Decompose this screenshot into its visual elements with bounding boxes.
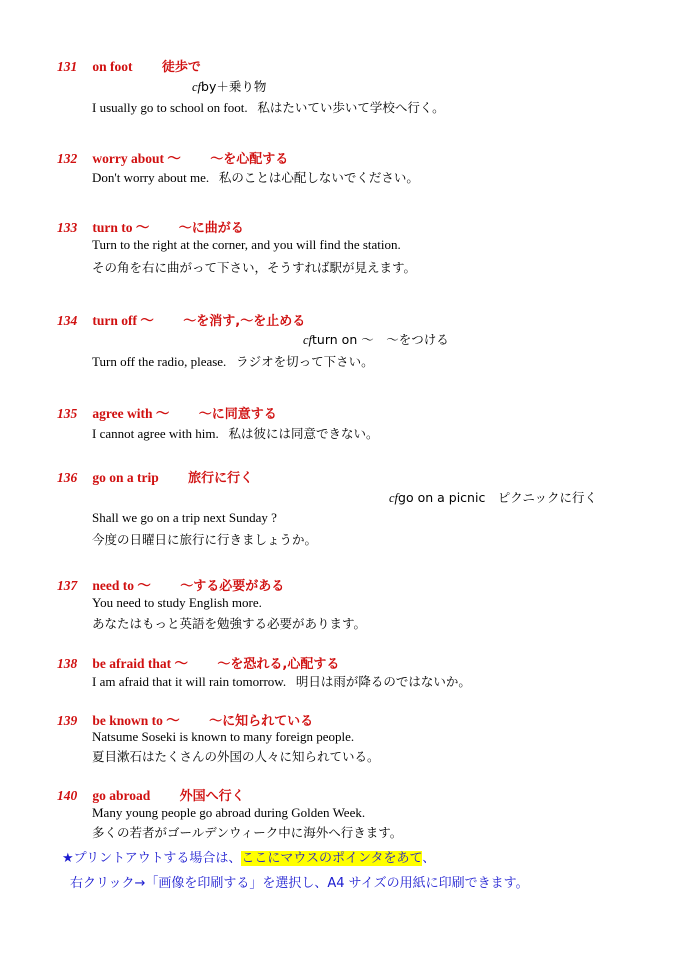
entry-number: 133: [57, 220, 78, 235]
entry-136-cf: [389, 488, 597, 506]
entry-number: 140: [57, 788, 78, 803]
example-jp: 私はたいてい歩いて学校へ行く。: [257, 100, 445, 115]
cf-text: go on a picnic ピクニックに行く: [398, 490, 598, 505]
entry-meaning: 外国へ行く: [179, 789, 245, 804]
entry-135-example: [92, 424, 378, 442]
entry-meaning: 〜に同意する: [198, 407, 277, 422]
entry-meaning: 〜を消す,〜を止める: [183, 314, 306, 329]
entry-140-heading: [57, 785, 245, 804]
entry-phrase: agree with 〜: [92, 406, 170, 421]
example-en: Don't worry about me.: [92, 170, 210, 185]
example-en: I usually go to school on foot.: [92, 100, 248, 115]
example-jp: 明日は雨が降るのではないか。: [295, 674, 471, 689]
entry-132-heading: [57, 147, 288, 167]
print-instruction-line1: [62, 847, 435, 866]
entry-133-example-jp: その角を右に曲がって下さい，そうすれば駅が見えます。: [92, 260, 417, 275]
entry-phrase: turn off 〜: [92, 313, 154, 328]
entry-140-example-jp: 多くの若者がゴールデンウィーク中に海外へ行きます。: [92, 825, 403, 840]
print-instruction-line2: 右クリック→「画像を印刷する」を選択し、A4 サイズの用紙に印刷できます。: [70, 876, 529, 891]
entry-number: 138: [57, 656, 78, 671]
entry-136-example-jp: 今度の日曜日に旅行に行きましょうか。: [92, 532, 318, 547]
cf-mark: cf: [192, 80, 202, 94]
entry-meaning: 〜する必要がある: [180, 579, 285, 594]
entry-131-example: [92, 98, 445, 116]
entry-meaning: 徒歩で: [161, 60, 201, 75]
entry-139-heading: [57, 709, 313, 729]
entry-138-example: [92, 672, 471, 690]
entry-133-heading: [57, 216, 244, 236]
entry-134-heading: [57, 309, 305, 329]
mouse-pointer-hotspot[interactable]: ここにマウスのポインタをあて: [241, 851, 423, 866]
entry-137-heading: [57, 574, 284, 594]
entry-phrase: be afraid that 〜: [92, 656, 188, 671]
entry-number: 132: [57, 151, 78, 166]
entry-135-heading: [57, 402, 277, 422]
entry-136-example-en: Shall we go on a trip next Sunday ?: [92, 510, 277, 525]
cf-mark: cf: [389, 491, 399, 505]
entry-number: 131: [57, 59, 78, 74]
cf-text: turn on 〜 〜をつける: [312, 332, 449, 347]
cf-mark: cf: [303, 333, 313, 347]
entry-phrase: go on a trip: [92, 470, 159, 485]
entry-number: 139: [57, 713, 78, 728]
entry-number: 136: [57, 470, 78, 485]
entry-131-cf: [192, 77, 266, 95]
entry-139-example-en: Natsume Soseki is known to many foreign people.: [92, 729, 355, 744]
entry-phrase: worry about 〜: [92, 151, 181, 166]
entry-meaning: 〜に曲がる: [178, 221, 244, 236]
entry-number: 134: [57, 313, 78, 328]
example-jp: 私のことは心配しないでください。: [218, 170, 419, 185]
entry-meaning: 〜を恐れる,心配する: [217, 657, 340, 672]
entry-meaning: 〜に知られている: [209, 714, 314, 729]
entry-meaning: 旅行に行く: [188, 471, 254, 486]
entry-133-example-en: Turn to the right at the corner, and you will find the station.: [92, 237, 401, 252]
entry-number: 135: [57, 406, 78, 421]
entry-140-example-en: Many young people go abroad during Golden Week.: [92, 805, 366, 820]
entry-139-example-jp: 夏目漱石はたくさんの外国の人々に知られている。: [92, 749, 380, 764]
print-instruction-pre: プリントアウトする場合は、: [73, 851, 242, 866]
entry-136-heading: [57, 467, 253, 486]
entry-phrase: turn to 〜: [92, 220, 150, 235]
entry-134-example: [92, 352, 374, 370]
print-instruction-post: 、: [422, 851, 436, 866]
example-en: I am afraid that it will rain tomorrow.: [92, 674, 287, 689]
entry-meaning: 〜を心配する: [210, 152, 289, 167]
example-en: I cannot agree with him.: [92, 426, 219, 441]
entry-132-example: [92, 168, 419, 186]
entry-134-cf: [303, 330, 449, 348]
entry-138-heading: [57, 652, 339, 672]
entry-number: 137: [57, 578, 78, 593]
entry-137-example-jp: あなたはもっと英語を勉強する必要があります。: [92, 616, 367, 631]
entry-phrase: on foot: [92, 59, 133, 74]
example-jp: ラジオを切って下さい。: [236, 354, 374, 369]
entry-phrase: be known to 〜: [92, 713, 180, 728]
example-jp: 私は彼には同意できない。: [228, 426, 379, 441]
entry-phrase: need to 〜: [92, 578, 151, 593]
entry-137-example-en: You need to study English more.: [92, 595, 262, 610]
cf-text: by＋乗り物: [201, 79, 267, 94]
entry-phrase: go abroad: [92, 788, 151, 803]
entry-131-heading: [57, 56, 201, 75]
star-icon: ★: [62, 851, 74, 866]
example-en: Turn off the radio, please.: [92, 354, 227, 369]
